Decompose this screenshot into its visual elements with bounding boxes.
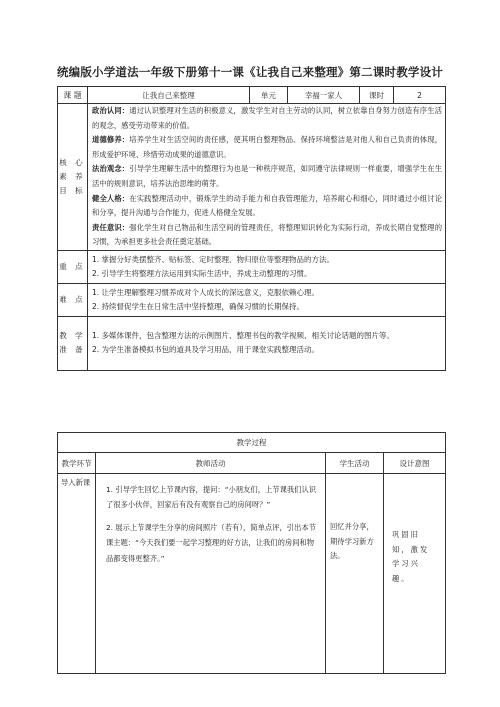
column-header-student: 学生活动 [326, 453, 384, 474]
difficulty-item: 2. 持续督促学生在日常生活中坚持整理，确保习惯的长期保持。 [92, 301, 305, 311]
document-title: 统编版小学道法一年级下册第十一课《让我自己来整理》第二课时教学设计 [56, 65, 444, 79]
period-value: 2 [394, 87, 446, 104]
teacher-activity-cell [96, 474, 326, 674]
key-points-label: 重 点 [58, 250, 88, 283]
topic-value: 让我自己来整理 [88, 87, 250, 104]
key-points-content [88, 250, 446, 283]
core-goals-content [88, 104, 446, 251]
preparation-item: 2. 为学生准备模拟书包的道具及学习用品，用于课堂实践整理活动。 [92, 345, 320, 355]
column-header-design: 设计意图 [384, 453, 446, 474]
goal-item: 健全人格：在实践整理活动中，锻炼学生的动手能力和自我管理能力，培养耐心和细心，同时通过小组讨论和分享，提升沟通与合作能力，促进人格健全发展。 [92, 193, 442, 218]
goal-item: 道德修养：培养学生对生活空间的责任感，使其明白整理物品、保持环境整洁是对他人和自己负责的体现，形成爱护环境、珍惜劳动成果的道德意识。 [92, 135, 442, 159]
preparation-content [88, 316, 446, 370]
difficulties-label: 难 点 [58, 283, 88, 316]
teacher-activity-item: 2. 展示上节课学生分享的房间照片（若有），简单点评，引出本节课主题：“今天我们要一起学习整理的好方法，让我们的房间和物品都变得更整齐。” [106, 522, 316, 563]
preparation-label: 教 学 准 备 [58, 316, 88, 370]
topic-label: 课 题 [58, 87, 88, 104]
student-activity-cell: 回忆并分享，期待学习新方法。 [326, 474, 384, 674]
process-heading: 教学过程 [58, 433, 446, 453]
unit-value: 幸福一家人 [288, 87, 360, 104]
goal-item: 政治认同：通过认识整理对生活的积极意义，激发学生对自主劳动的认同，树立依靠自身努力创造有序生活的观念，感受劳动带来的价值。 [92, 106, 442, 130]
preparation-item: 1. 多媒体课件，包含整理方法的示例图片、整理书包的教学视频、相关讨论话题的图片等。 [92, 331, 395, 341]
difficulties-content [88, 283, 446, 316]
table-row [58, 474, 446, 674]
teacher-activity-item: 1. 引导学生回忆上节课内容，提问：“小朋友们，上节课我们认识了很多小伙伴，回家后有没有观察自己的房间呀？” [106, 485, 317, 510]
key-point-item: 1. 掌握分好类摆整齐、贴标签、定时整理、物归原位等整理物品的方法。 [92, 254, 335, 264]
design-intent-cell: 巩固旧知，激发学习兴趣。 [384, 474, 446, 674]
stage-cell: 导入新课 [58, 474, 96, 674]
column-header-teacher: 教师活动 [96, 453, 326, 474]
difficulty-item: 1. 让学生理解整理习惯养成对个人成长的深远意义，克服依赖心理。 [92, 287, 320, 297]
core-goals-label: 核 心 素 养 目 标 [58, 104, 88, 251]
goal-item: 法治观念：引导学生理解生活中的整理行为也是一种秩序规范，如同遵守法律规则一样重要，增强学生在生活中的规则意识，培养法治思维的萌芽。 [92, 164, 442, 188]
goal-item: 责任意识：强化学生对自己物品和生活空间的管理责任，将整理知识转化为实际行动，养成长期自觉整理的习惯，为承担更多社会责任奠定基础。 [92, 222, 442, 247]
period-label: 课时 [360, 87, 394, 104]
teaching-process-table [57, 432, 446, 674]
column-header-stage: 教学环节 [58, 453, 96, 474]
key-point-item: 2. 引导学生将整理方法运用到实际生活中，养成主动整理的习惯。 [92, 268, 312, 278]
lesson-info-table [57, 86, 446, 371]
unit-label: 单元 [250, 87, 288, 104]
